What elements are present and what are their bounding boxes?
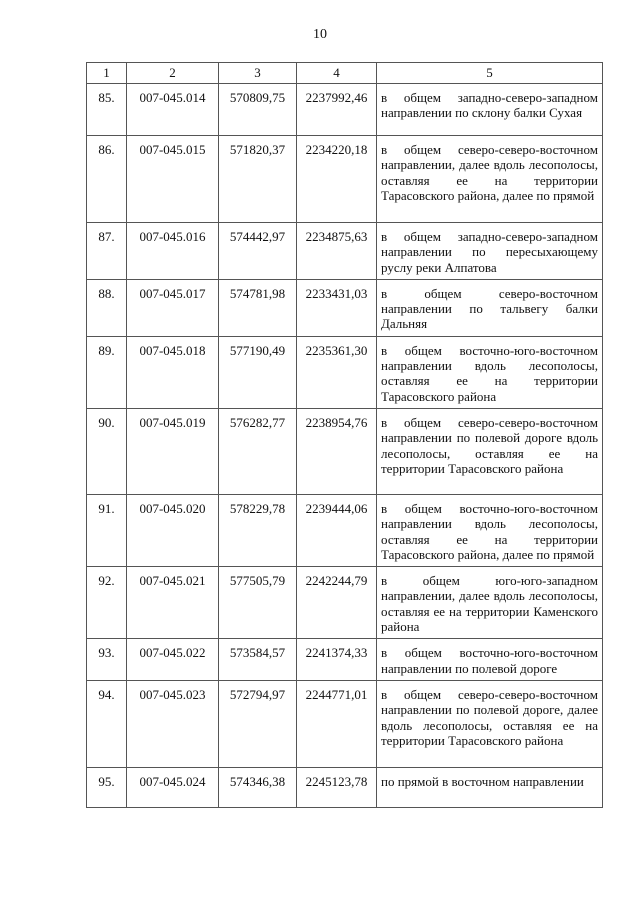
point-code: 007-045.018 (127, 336, 219, 408)
y-coordinate: 2242244,79 (297, 567, 377, 639)
x-coordinate: 573584,57 (219, 639, 297, 681)
point-code: 007-045.017 (127, 279, 219, 336)
point-code: 007-045.024 (127, 767, 219, 807)
column-header-y-coordinate: 4 (297, 63, 377, 84)
y-coordinate: 2235361,30 (297, 336, 377, 408)
table-row (87, 84, 603, 136)
y-coordinate: 2237992,46 (297, 84, 377, 136)
column-header-point-code: 2 (127, 63, 219, 84)
x-coordinate: 572794,97 (219, 680, 297, 767)
boundary-description: в общем северо-восточном направлении по тальвегу балки Дальняя (377, 279, 603, 336)
row-number: 93. (87, 639, 127, 681)
row-number: 90. (87, 408, 127, 494)
y-coordinate: 2234220,18 (297, 136, 377, 223)
point-code: 007-045.021 (127, 567, 219, 639)
row-number: 88. (87, 279, 127, 336)
row-number: 91. (87, 494, 127, 566)
row-number: 92. (87, 567, 127, 639)
boundary-description: в общем юго-юго-западном направлении, далее вдоль лесополосы, оставляя ее на территории Каменского района (377, 567, 603, 639)
x-coordinate: 571820,37 (219, 136, 297, 223)
row-number: 95. (87, 767, 127, 807)
boundary-description: в общем восточно-юго-восточном направлении вдоль лесополосы, оставляя ее на территории Тарасовского района (377, 336, 603, 408)
point-code: 007-045.020 (127, 494, 219, 566)
column-header-description: 5 (377, 63, 603, 84)
table-row (87, 408, 603, 494)
table-row (87, 223, 603, 280)
boundary-description: в общем северо-северо-восточном направлении по полевой дороге вдоль лесополосы, оставляя ее на территории Тарасовского района (377, 408, 603, 494)
point-code: 007-045.019 (127, 408, 219, 494)
x-coordinate: 578229,78 (219, 494, 297, 566)
table-row (87, 279, 603, 336)
table-row (87, 767, 603, 807)
x-coordinate: 574346,38 (219, 767, 297, 807)
table-row (87, 639, 603, 681)
boundary-description: по прямой в восточном направлении (377, 767, 603, 807)
point-code: 007-045.015 (127, 136, 219, 223)
boundary-points-table (86, 62, 603, 808)
x-coordinate: 574781,98 (219, 279, 297, 336)
point-code: 007-045.023 (127, 680, 219, 767)
point-code: 007-045.022 (127, 639, 219, 681)
table-row (87, 136, 603, 223)
x-coordinate: 576282,77 (219, 408, 297, 494)
x-coordinate: 577190,49 (219, 336, 297, 408)
table-row (87, 567, 603, 639)
column-header-x-coordinate: 3 (219, 63, 297, 84)
y-coordinate: 2234875,63 (297, 223, 377, 280)
y-coordinate: 2238954,76 (297, 408, 377, 494)
y-coordinate: 2239444,06 (297, 494, 377, 566)
y-coordinate: 2244771,01 (297, 680, 377, 767)
row-number: 86. (87, 136, 127, 223)
boundary-description: в общем северо-северо-восточном направлении, далее вдоль лесополосы, оставляя ее на территории Тарасовского района, далее по прямой (377, 136, 603, 223)
column-header-number: 1 (87, 63, 127, 84)
table-row (87, 680, 603, 767)
x-coordinate: 577505,79 (219, 567, 297, 639)
boundary-description: в общем восточно-юго-восточном направлении по полевой дороге (377, 639, 603, 681)
row-number: 94. (87, 680, 127, 767)
y-coordinate: 2241374,33 (297, 639, 377, 681)
point-code: 007-045.016 (127, 223, 219, 280)
x-coordinate: 570809,75 (219, 84, 297, 136)
boundary-description: в общем северо-северо-восточном направлении по полевой дороге, далее вдоль лесополосы, оставляя ее на территории Тарасовского района (377, 680, 603, 767)
row-number: 87. (87, 223, 127, 280)
boundary-description: в общем западно-северо-западном направлении по пересыхающему руслу реки Алпатова (377, 223, 603, 280)
row-number: 85. (87, 84, 127, 136)
boundary-description: в общем восточно-юго-восточном направлении вдоль лесополосы, оставляя ее на территории Тарасовского района, далее по прямой (377, 494, 603, 566)
boundary-description: в общем западно-северо-западном направлении по склону балки Сухая (377, 84, 603, 136)
table-row (87, 494, 603, 566)
row-number: 89. (87, 336, 127, 408)
table-header-row (87, 63, 603, 84)
point-code: 007-045.014 (127, 84, 219, 136)
y-coordinate: 2245123,78 (297, 767, 377, 807)
table-row (87, 336, 603, 408)
page-number: 10 (313, 27, 327, 42)
x-coordinate: 574442,97 (219, 223, 297, 280)
y-coordinate: 2233431,03 (297, 279, 377, 336)
